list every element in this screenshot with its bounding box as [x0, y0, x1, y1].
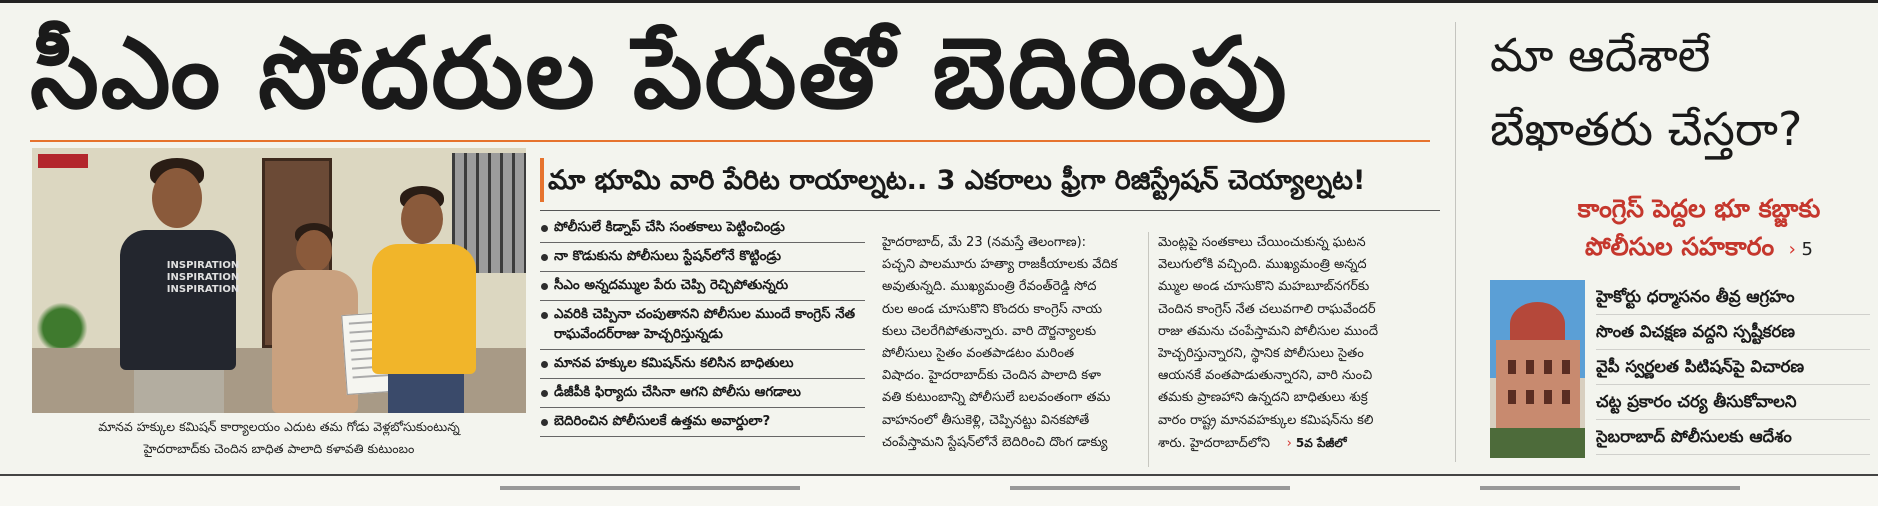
article-column-1: [882, 232, 1137, 454]
side-point: హైకోర్టు ధర్మాసనం తీవ్ర ఆగ్రహం: [1596, 280, 1870, 315]
headline-rule: [30, 140, 1430, 142]
side-story-title: [1490, 18, 1870, 166]
bullet-item: ఎవరికి చెప్పినా చంపుతానని పోలీసుల ముందే కాంగ్రెస్ నేత రాఘవేందర్‌రాజు హెచ్చరిస్తున్నడు: [540, 301, 865, 350]
court-trees: [1490, 428, 1585, 458]
subheadline-rule: [540, 210, 1440, 211]
person-left-shirt: [120, 230, 236, 370]
page-reference[interactable]: [1783, 239, 1813, 260]
bullet-item: బెదిరించిన పోలీసులకే ఉత్తమ అవార్డులా?: [540, 408, 865, 437]
article-line: వతి కుటుంబాన్ని పోలీసులే బలవంతంగా తమ: [882, 390, 1111, 406]
photo-caption: [32, 416, 526, 460]
main-headline: సీఎం సోదరుల పేరుతో బెదిరింపు: [30, 17, 1289, 131]
person-left-head: [152, 168, 202, 228]
top-border: [0, 0, 1878, 3]
article-line: రాజు తమను చంపేస్తామని పోలీసుల ముందే: [1158, 323, 1379, 339]
bullet-item: పోలీసులే కిడ్నాప్ చేసి సంతకాలు పెట్టించిండ్రు: [540, 214, 865, 243]
side-point: సైబరాబాద్ పోలీసులకు ఆదేశం: [1596, 420, 1870, 455]
article-line: మెంట్లపై సంతకాలు చేయించుకున్న ఘటన: [1158, 235, 1366, 250]
article-line: [1158, 432, 1413, 455]
article-line: మ్ముల అండ చూసుకొని మహబూబ్‌నగర్‌కు: [1158, 279, 1370, 295]
bullet-item: నా కొడుకును పోలీసులు స్టేషన్‌లోనే కొట్టిండ్రు: [540, 243, 865, 272]
person-left-pants: [134, 370, 224, 413]
subheadline-accent: [540, 158, 544, 202]
article-line: హెచ్చరిస్తున్నారని, స్థానిక పోలీసులు సైతం: [1158, 346, 1364, 362]
person-right-pants: [388, 374, 464, 413]
cropped-text-fragment: [1010, 486, 1290, 490]
high-court-photo: [1490, 280, 1585, 458]
article-line: ఆయనకే వంతపాడుతున్నారని, వారి నుంచి: [1158, 368, 1373, 384]
bullet-item: డీజీపీకి ఫిర్యాదు చేసినా ఆగని పోలీసు ఆగడాలు: [540, 379, 865, 408]
side-point: వైపీ స్వర్ణలత పిటిషన్‌పై విచారణ: [1596, 350, 1870, 385]
side-story-points: [1596, 280, 1870, 455]
article-line: హైదరాబాద్, మే 23 (నమస్తే తెలంగాణ):: [882, 235, 1087, 250]
person-right-shirt: [372, 244, 476, 374]
page-number: 5: [1801, 239, 1813, 260]
caption-line: మానవ హక్కుల కమిషన్ కార్యాలయం ఎదుట తమ గోడు వెళ్లబోసుకుంటున్న: [98, 419, 460, 434]
news-photo: [32, 148, 526, 413]
bullet-item: మానవ హక్కుల కమిషన్‌ను కలిసిన బాధితులు: [540, 350, 865, 379]
article-line: వెలుగులోకి వచ్చింది. ముఖ్యమంత్రి అన్నద: [1158, 257, 1367, 273]
article-column-2: [1158, 232, 1413, 455]
continued-link[interactable]: 5వ పేజీలో: [1295, 435, 1347, 450]
article-line: చెందిన కాంగ్రెస్ నేత చలువగాలి రాఘవేందర్: [1158, 301, 1376, 317]
article-line: విషాదం. హైదరాబాద్‌కు చెందిన పాలాది కళా: [882, 368, 1101, 384]
shirt-print: INSPIRATION INSPIRATION INSPIRATION: [166, 260, 240, 295]
article-line: అవుతున్నది. ముఖ్యమంత్రి రేవంత్‌రెడ్డి సోద: [882, 279, 1097, 295]
next-section-strip: [0, 476, 1878, 506]
caption-line: హైదరాబాద్‌కు చెందిన బాధిత పాలాది కళావతి కుటుంబం: [143, 441, 415, 456]
article-line: కులు చెలరేగిపోతున్నారు. వారి దౌర్జన్యాలకు: [882, 323, 1097, 339]
side-subhead-line: కాంగ్రెస్ పెద్దల భూ కబ్జాకు: [1577, 194, 1821, 223]
person-middle-head: [296, 230, 332, 272]
subheadline: మా భూమి వారి పేరిట రాయాల్నట.. 3 ఎకరాలు ఫ్రీగా రిజిస్ట్రేషన్ చెయ్యాల్నట!: [548, 165, 1366, 196]
article-line: తమకు ప్రాణహాని ఉన్నదని బాధితులు శుక్ర: [1158, 390, 1368, 406]
photo-signboard: [38, 154, 88, 168]
person-right-head: [401, 194, 443, 244]
side-story-subhead: [1528, 190, 1870, 269]
article-line: వారం రాష్ట్ర మానవహక్కుల కమిషన్‌ను కలి: [1158, 412, 1374, 428]
section-divider: [1455, 22, 1456, 462]
article-line: రుల అండ చూసుకొని కొందరు కాంగ్రెస్ నాయ: [882, 301, 1103, 317]
column-divider: [1148, 232, 1149, 467]
article-line: పోలీసులు సైతం వంతపాడటం మరింత: [882, 346, 1075, 362]
article-line-text: శారు. హైదరాబాద్‌లోని: [1158, 435, 1271, 451]
side-point: చట్ట ప్రకారం చర్య తీసుకోవాలని: [1596, 385, 1870, 420]
side-title-line: మా ఆదేశాలే: [1490, 28, 1711, 82]
cropped-text-fragment: [1480, 486, 1740, 490]
page-arrow-icon: ›: [1788, 239, 1796, 260]
side-subhead-text: పోలీసుల సహకారం: [1585, 232, 1775, 261]
side-subhead-line: [1528, 228, 1870, 269]
article-line: వాహనంలో తీసుకెళ్లి, చెప్పినట్టు వినకపోతే: [882, 412, 1090, 428]
highlight-bullets: [540, 214, 865, 437]
continued-arrow-icon: ›: [1286, 435, 1292, 451]
bullet-item: సీఎం అన్నదమ్ముల పేరు చెప్పి రెచ్చిపోతున్నరు: [540, 272, 865, 301]
article-line: చంపేస్తామని స్టేషన్‌లోనే బెదిరించి దొంగ డాక్యు: [882, 434, 1108, 450]
cropped-text-fragment: [500, 486, 800, 490]
side-point: సొంత విచక్షణ వద్దని స్పష్టీకరణ: [1596, 315, 1870, 350]
side-title-line: బేఖాతరు చేస్తరా?: [1490, 102, 1803, 156]
article-line: పచ్చని పాలమూరు హత్యా రాజకీయాలకు వేదిక: [882, 257, 1118, 273]
